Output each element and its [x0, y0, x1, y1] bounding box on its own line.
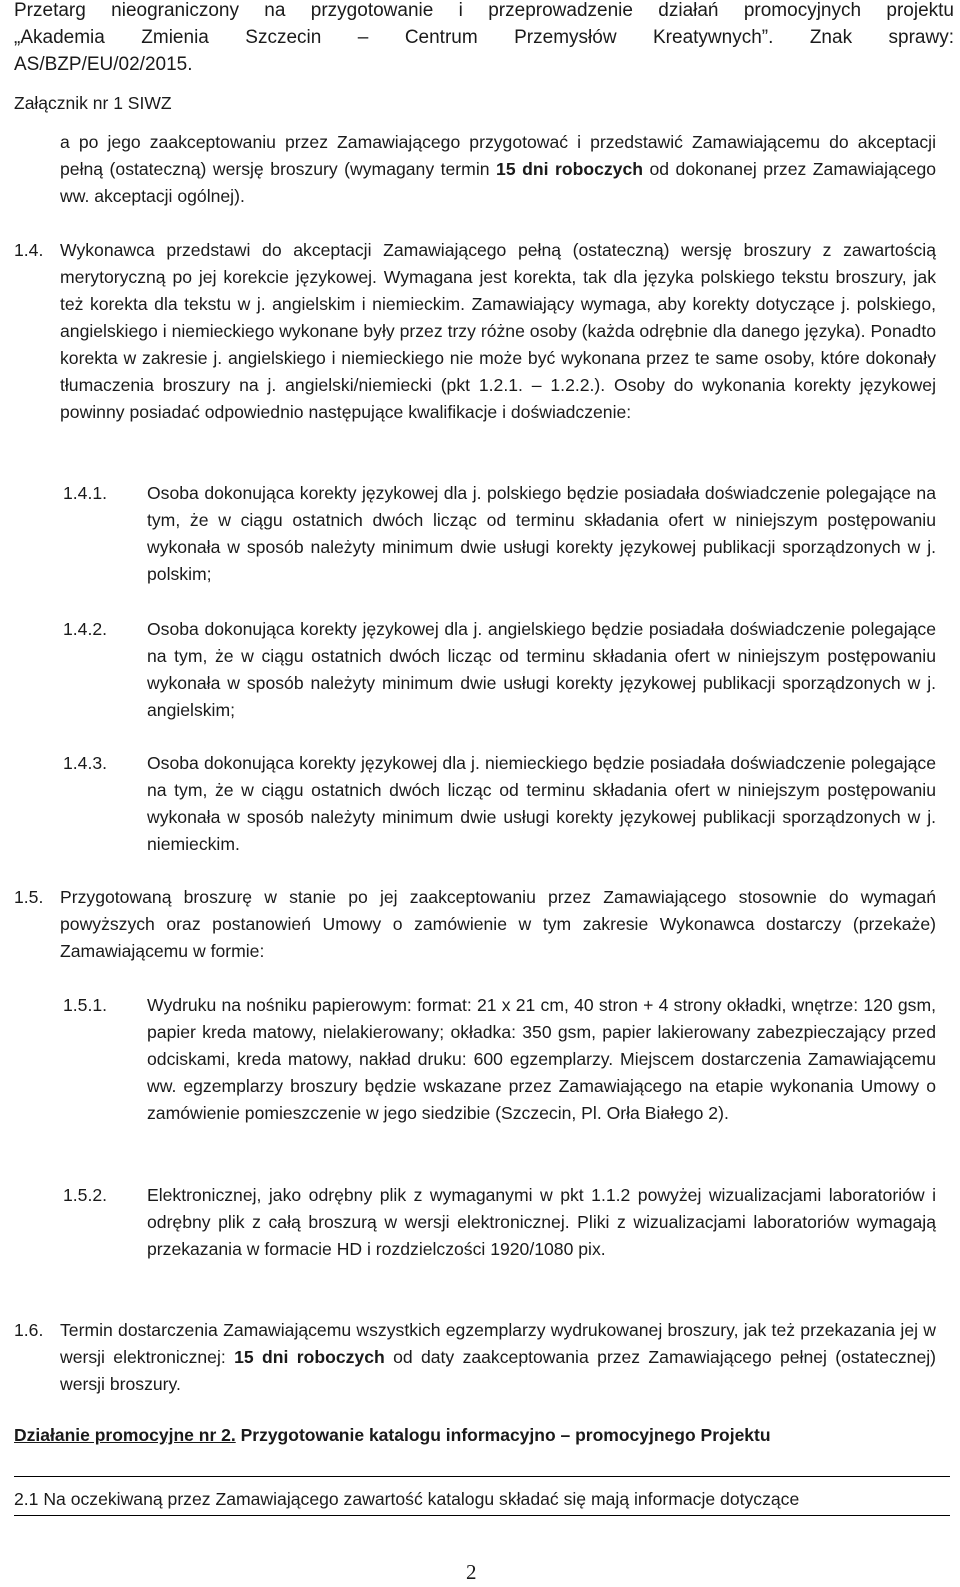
intro-paragraph: [60, 129, 936, 210]
promo-action-title: Przygotowanie katalogu informacyjno – promocyjnego Projektu: [235, 1425, 771, 1445]
section-1-4-3: [63, 750, 936, 858]
section-1-4-1: [63, 480, 936, 588]
section-number: 1.5.: [14, 887, 44, 907]
table-top-border: [14, 1476, 950, 1477]
section-1-4: [14, 237, 936, 426]
section-text: [60, 1317, 936, 1398]
intro-text: [60, 129, 936, 210]
section-text: Osoba dokonująca korekty językowej dla j. niemieckiego będzie posiadała doświadczenie polegające na tym, że w ciągu ostatnich dwóch licząc od terminu składania ofert w niniejszym postępowaniu wykonała w sposób należyty minimum dwie usługi korekty językowej publikacji sporządzonych w j. niemieckim.: [147, 753, 936, 854]
section-number: 1.4.3.: [63, 753, 108, 773]
document-header: [14, 0, 954, 78]
intro-text-b: od dokonanej przez Zamawiającego ww. akceptacji ogólnej).: [60, 159, 937, 206]
section-1-5-2: [63, 1182, 936, 1263]
section-number: 1.4.1.: [63, 483, 108, 503]
section-text: 2.1 Na oczekiwaną przez Zamawiającego zawartość katalogu składać się mają informacje dotyczące: [14, 1489, 800, 1509]
promo-action-heading: [14, 1423, 771, 1447]
header-line-1: Przetarg nieograniczony na przygotowanie i przeprowadzenie działań promocyjnych projektu: [14, 0, 954, 21]
promo-action-label: Działanie promocyjne nr 2.: [14, 1425, 236, 1445]
section-number: 1.6.: [14, 1320, 44, 1340]
section-text: Osoba dokonująca korekty językowej dla j. polskiego będzie posiadała doświadczenie polegające na tym, że w ciągu ostatnich dwóch licząc od terminu składania ofert w niniejszym postępowaniu wykonała w sposób należyty minimum dwie usługi korekty językowej publikacji sporządzonych w j. polskim;: [147, 483, 936, 584]
section-deadline: 15 dni roboczych: [234, 1347, 385, 1367]
section-2-1: [14, 1486, 950, 1513]
section-1-4-2: [63, 616, 936, 724]
attachment-label: Załącznik nr 1 SIWZ: [14, 93, 172, 113]
section-text-a: Termin dostarczenia Zamawiającemu wszystkich egzemplarzy wydrukowanej broszury, jak też przekazania jej w wersji elektronicznej:: [60, 1320, 936, 1367]
section-number: 1.5.2.: [63, 1185, 108, 1205]
section-text: Przygotowaną broszurę w stanie po jej zaakceptowaniu przez Zamawiającego stosownie do wymagań powyższych oraz postanowień Umowy o zamówienie w tym zakresie Wykonawca dostarczy (przekaże) Zamawiającemu w formie:: [60, 887, 936, 961]
section-text-b: od daty zaakceptowania przez Zamawiającego pełnej (ostatecznej) wersji broszury.: [60, 1347, 937, 1394]
section-number: 1.4.2.: [63, 619, 108, 639]
page-number: 2: [466, 1560, 477, 1584]
section-text: Wydruku na nośniku papierowym: format: 21 x 21 cm, 40 stron + 4 strony okładki, wnętrze: 120 gsm, papier kreda matowy, nielakierowany; okładka: 350 gsm, papier lakierowany zabezpieczający przed odciskami, kreda matowy, nakład druku: 600 egzemplarzy. Miejscem dostarczenia Zamawiającemu ww. egzemplarzy broszury będzie wskazane przez Zamawiającego na etapie wykonania Umowy o zamówienie pomieszczenie w jego siedzibie (Szczecin, Pl. Orła Białego 2).: [147, 995, 936, 1123]
section-1-6: [14, 1317, 937, 1398]
intro-deadline: 15 dni roboczych: [496, 159, 643, 179]
section-1-5-1: [63, 992, 936, 1127]
section-text: Wykonawca przedstawi do akceptacji Zamawiającego pełną (ostateczną) wersję broszury z zawartością merytoryczną po jej korekcie językowej. Wymagana jest korekta, tak dla języka polskiego tekstu broszury, jak też korekta dla tekstu w j. angielskim i niemieckim. Zamawiający wymaga, aby korekty dotyczące j. polskiego, angielskiego i niemieckiego wykonane były przez trzy różne osoby (każda odrębnie dla danego języka). Ponadto korekta w zakresie j. angielskiego i niemieckiego nie może być wykonana przez te same osoby, które dokonały tłumaczenia broszury na j. angielski/niemiecki (pkt 1.2.1. – 1.2.2.). Osoby do wykonania korekty językowej powinny posiadać odpowiednio następujące kwalifikacje i doświadczenie:: [60, 240, 936, 422]
intro-text-a: a po jego zaakceptowaniu przez Zamawiającego przygotować i przedstawić Zamawiającemu do akceptacji pełną (ostateczną) wersję broszury (wymagany termin: [60, 132, 936, 179]
section-text: Osoba dokonująca korekty językowej dla j. angielskiego będzie posiadała doświadczenie polegające na tym, że w ciągu ostatnich dwóch licząc od terminu składania ofert w niniejszym postępowaniu wykonała w sposób należyty minimum dwie usługi korekty językowej publikacji sporządzonych w j. angielskim;: [147, 619, 936, 720]
header-line-2: „Akademia Zmienia Szczecin – Centrum Przemysłów Kreatywnych”. Znak sprawy:: [14, 27, 954, 48]
section-number: 1.4.: [14, 240, 44, 260]
table-row-border: [14, 1515, 950, 1516]
section-text: Elektronicznej, jako odrębny plik z wymaganymi w pkt 1.1.2 powyżej wizualizacjami laboratoriów i odrębny plik z całą broszurą w wersji elektronicznej. Pliki z wizualizacjami laboratoriów wymagają przekazania w formacie HD i rozdzielczości 1920/1080 pix.: [147, 1185, 936, 1259]
header-line-3: AS/BZP/EU/02/2015.: [14, 54, 193, 75]
section-number: 1.5.1.: [63, 995, 108, 1015]
section-1-5: [14, 884, 936, 965]
